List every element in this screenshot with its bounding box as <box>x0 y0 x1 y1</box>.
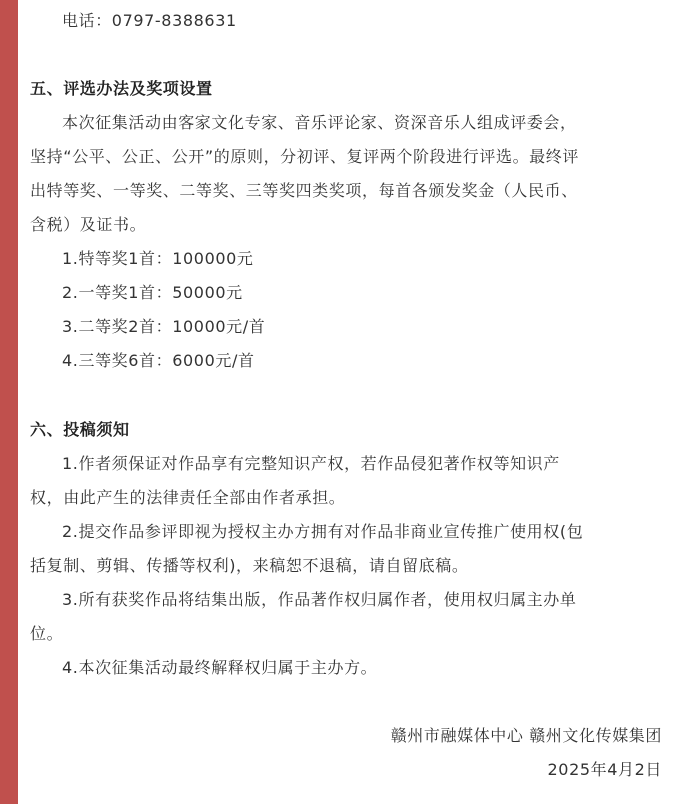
notice-item-4: 4.本次征集活动最终解释权归属于主办方。 <box>62 658 378 677</box>
section5-paragraph-line: 出特等奖、一等奖、二等奖、三等奖四类奖项，每首各颁发奖金（人民币、 <box>30 181 578 200</box>
section5-heading: 五、评选办法及奖项设置 <box>30 79 213 98</box>
section5-paragraph-line: 本次征集活动由客家文化专家、音乐评论家、资深音乐人组成评委会， <box>62 113 577 132</box>
section5-paragraph-line: 含税）及证书。 <box>30 215 147 234</box>
notice-item-3-cont: 位。 <box>30 624 64 643</box>
section6-heading: 六、投稿须知 <box>30 420 130 439</box>
award-item-second: 3.二等奖2首：10000元/首 <box>62 317 266 336</box>
notice-item-1-cont: 权，由此产生的法律责任全部由作者承担。 <box>30 488 346 507</box>
notice-item-2-cont: 括复制、剪辑、传播等权利)，来稿恕不退稿，请自留底稿。 <box>30 556 469 575</box>
notice-item-1: 1.作者须保证对作品享有完整知识产权，若作品侵犯著作权等知识产 <box>62 454 560 473</box>
footer-date: 2025年4月2日 <box>547 760 662 779</box>
left-accent-bar <box>0 0 18 804</box>
award-item-third: 4.三等奖6首：6000元/首 <box>62 351 255 370</box>
phone-line: 电话：0797-8388631 <box>62 11 237 30</box>
award-item-first: 2.一等奖1首：50000元 <box>62 283 243 302</box>
footer-organizers: 赣州市融媒体中心 赣州文化传媒集团 <box>390 726 662 745</box>
notice-item-2: 2.提交作品参评即视为授权主办方拥有对作品非商业宣传推广使用权(包 <box>62 522 584 541</box>
notice-item-3: 3.所有获奖作品将结集出版，作品著作权归属作者，使用权归属主办单 <box>62 590 577 609</box>
award-item-grand: 1.特等奖1首：100000元 <box>62 249 254 268</box>
section5-paragraph-line: 坚持“公平、公正、公开”的原则，分初评、复评两个阶段进行评选。最终评 <box>30 147 579 166</box>
